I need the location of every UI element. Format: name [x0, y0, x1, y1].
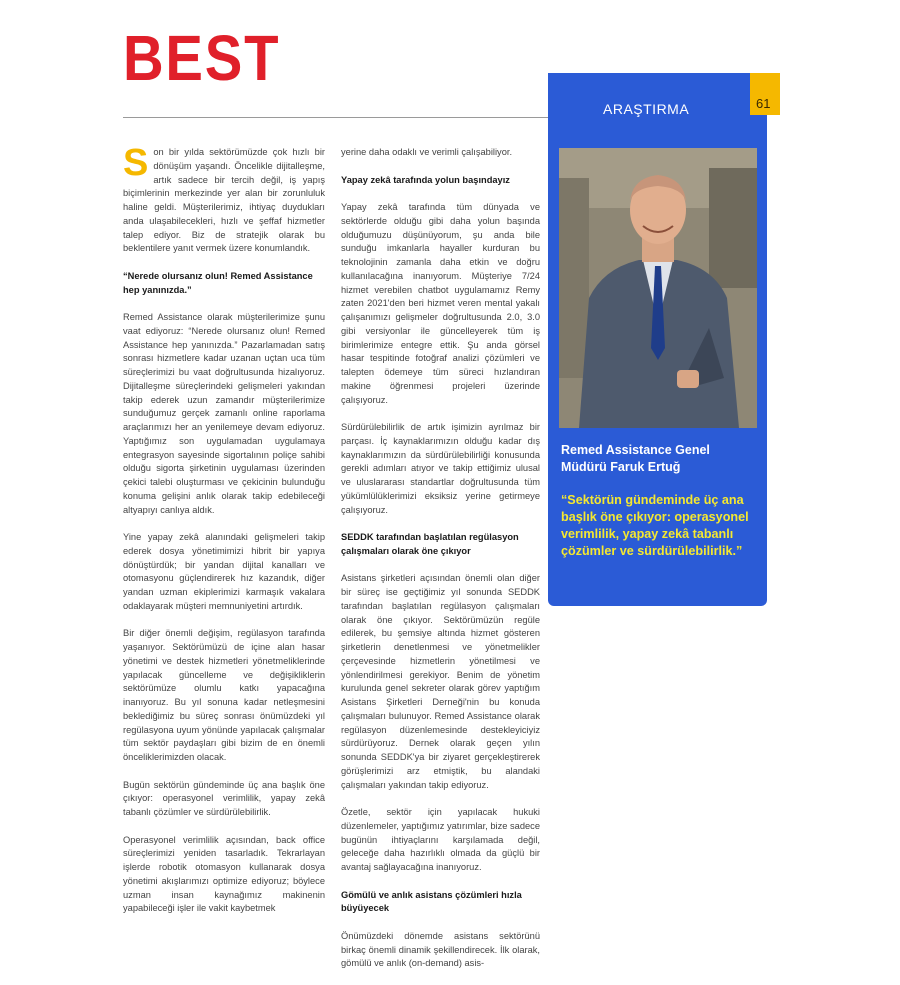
article-column-middle	[341, 146, 540, 985]
magazine-logo: BEST	[123, 22, 281, 94]
body-paragraph: Yapay zekâ tarafında tüm dünyada ve sektörlerde olduğu gibi daha yolun başında olduğumuzu düşünüyorum, şu anda bile sunduğu imkanlarla hayaller kurduran bu teknolojinin zamanla daha etkin ve doğru kullanılacağına inanıyorum. Müşteriye 7/24 hizmet verebilen chatbot uygulamamız Remy zaten 2021'den beri hizmet veren mental yakalı çalışanımızı gelişmeler doğrultusunda 2.0, 3.0 gibi versiyonlar ile güncelleyerek tüm iş birimlerimize entegre ettik. Şu anda görsel hasar tespitinde fotoğraf analizi çözümleri ve talepten ödemeye tüm süreci hızlandıran makine öğrenmesi projeleri üzerinde çalışıyoruz.	[341, 202, 540, 405]
body-paragraph: Sürdürülebilirlik de artık işimizin ayrılmaz bir parçası. İç kaynaklarımızın olduğu kadar dış kaynaklarımızın da sürdürülebilirliği konusunda gerekli adımları atıyor ve takip ettiğimiz ulusal ve uluslararası standartlar doğrultusunda tüm yükümlülüklerimizi eksiksiz yerine getirmeye çalışıyoruz.	[341, 422, 540, 515]
subheading: Yapay zekâ tarafında yolun başındayız	[341, 174, 510, 185]
body-paragraph: Özetle, sektör için yapılacak hukuki düzenlemeler, yaptığımız yatırımlar, bize sadece bugünün ihtiyaçlarını karşılamada değil, geleceğe daha hazırlıklı olmada da güçlü bir avantaj sağlayacağına inanıyoruz.	[341, 807, 540, 872]
pull-quote: “Sektörün gündeminde üç ana başlık öne çıkıyor: operasyonel verimlilik, yapay zekâ tabanlı çözümler ve sürdürülebilirlik.”	[561, 493, 749, 558]
subheading: SEDDK tarafından başlatılan regülasyon çalışmaları olarak öne çıkıyor	[341, 532, 519, 556]
header-rule	[123, 117, 548, 118]
article-column-left	[123, 142, 325, 930]
intro-text: on bir yılda sektörümüzde çok hızlı bir dönüşüm yaşandı. Öncelikle dijitalleşme, artık sadece bir tercih değil, iş yapış biçimlerinin merkezinde yer alan bir zorunluluk haline geldi. Müşterilerimiz, ihtiyaç duydukları anda ulaşabilecekleri, hızlı ve şeffaf hizmetler talep ediyor. Biz de stratejik olarak bu beklentilere yanıt vermek üzere konumlandık.	[123, 147, 325, 254]
body-paragraph: Bir diğer önemli değişim, regülasyon tarafında yaşanıyor. Sektörümüzü de içine alan hasar yönetimi ve destek hizmetleri yönetmeliklerinde yapılacak güncelleme ve değişikliklerin sektörümüze olumlu katkı yapacağına inanıyoruz. Bu yıl sonuna kadar netleşmesini beklediğimiz bu süreç sonrası önümüzdeki yıl regülasyona uyum yönünde yapılacak çalışmalar tüm sektör paydaşları gibi bizim de en önemli önceliklerimizden olacak.	[123, 628, 325, 762]
subheading: Gömülü ve anlık asistans çözümleri hızla büyüyecek	[341, 889, 522, 914]
portrait-illustration	[559, 148, 757, 428]
body-paragraph: Bugün sektörün gündeminde üç ana başlık öne çıkıyor: operasyonel verimlilik, yapay zekâ tabanlı çözümler ve sürdürülebilirlik.	[123, 779, 325, 817]
subheading: “Nerede olursanız olun! Remed Assistance hep yanınızda.”	[123, 270, 313, 295]
body-paragraph: Operasyonel verimlilik açısından, back office süreçlerimizi yeniden tasarladık. Tekrarlayan işlerde robotik otomasyon kullanarak dosya yönetimi akışlarımızı optimize ediyoruz; böylece uzman insan kaynağımız makinenin yapabileceği işler ile vakit kaybetmek	[123, 834, 325, 914]
body-paragraph: Önümüzdeki dönemde asistans sektörünü birkaç önemli dinamik şekillendirecek. İlk olarak, gömülü ve anlık (on-demand) asis-	[341, 930, 540, 969]
body-paragraph: Asistans şirketleri açısından önemli olan diğer bir süreç ise geçtiğimiz yıl sonunda SEDDK tarafından başlatılan regülasyon çalışmaları olarak öne çıkıyor. Sektörümüzün regüle edilerek, bu şemsiye altında hizmet gösteren şirketlerin denetlenmesi ve yönetmelikler çerçevesinde hizmetlerin yönetilmesi ve yönlendirilmesi gerekiyor. Benim de yönetim kurulunda genel sekreter olarak görev yaptığım Asistans Şirketleri Derneği'nin bu konuda çalışmaları bulunuyor. Remed Assistance olarak regülasyon düzenlemesinde destekleyiciyiz sürdürüyoruz. Dernek olarak geçen yılın sonunda SEDDK'ya bir ziyaret gerçekleştirerek görüşlerimizi arz etmiştik, bu alandaki çalışmaları yakından takip ediyoruz.	[341, 573, 540, 790]
body-paragraph: Remed Assistance olarak müşterilerimize şunu vaat ediyoruz: “Nerede olursanız olun! Remed Assistance hep yanınızda.” Pazarlamadan satış sonrası hizmetlere kadar uzanan uçtan uca tüm süreçlerimizi bu vaat doğrultusunda hizalıyoruz. Dijitalleşme süreçlerindeki gelişmeleri yakından takip ederek uzun zamandır müşterilerimize sunduğumuz gerçek zamanlı online raporlama araçlarımızı her an yenilemeye devam ediyoruz. Yaptığımız son uygulamadan uygulamaya entegrasyon sayesinde sigortalının poliçe sahibi olduğu sigorta şirketinin uygulaması üzerinden çekici talebi oluşturması ve çekicinin bulunduğu konuma gelişini anlık olarak takip edebileceği altyapıyı canlıya aldık.	[123, 312, 325, 515]
drop-cap: S	[123, 142, 149, 184]
body-paragraph: yerine daha odaklı ve verimli çalışabiliyor.	[341, 147, 513, 157]
section-title: ARAŞTIRMA	[603, 101, 690, 117]
photo-caption: Remed Assistance Genel Müdürü Faruk Ertuğ	[561, 443, 710, 474]
portrait-photo	[559, 148, 757, 428]
intro-paragraph	[123, 142, 325, 256]
page-number: 61	[756, 96, 771, 111]
body-paragraph: Yine yapay zekâ alanındaki gelişmeleri takip ederek dosya yönetimimizi hibrit bir yapıya dönüştürdük; bir yandan dijital kanalları ve otomasyonu güçlendirerek hız kazandık, diğer yandan uzman ekiplerimizi karmaşık vakalara odaklayarak müşteri memnuniyetini artırdık.	[123, 532, 325, 611]
